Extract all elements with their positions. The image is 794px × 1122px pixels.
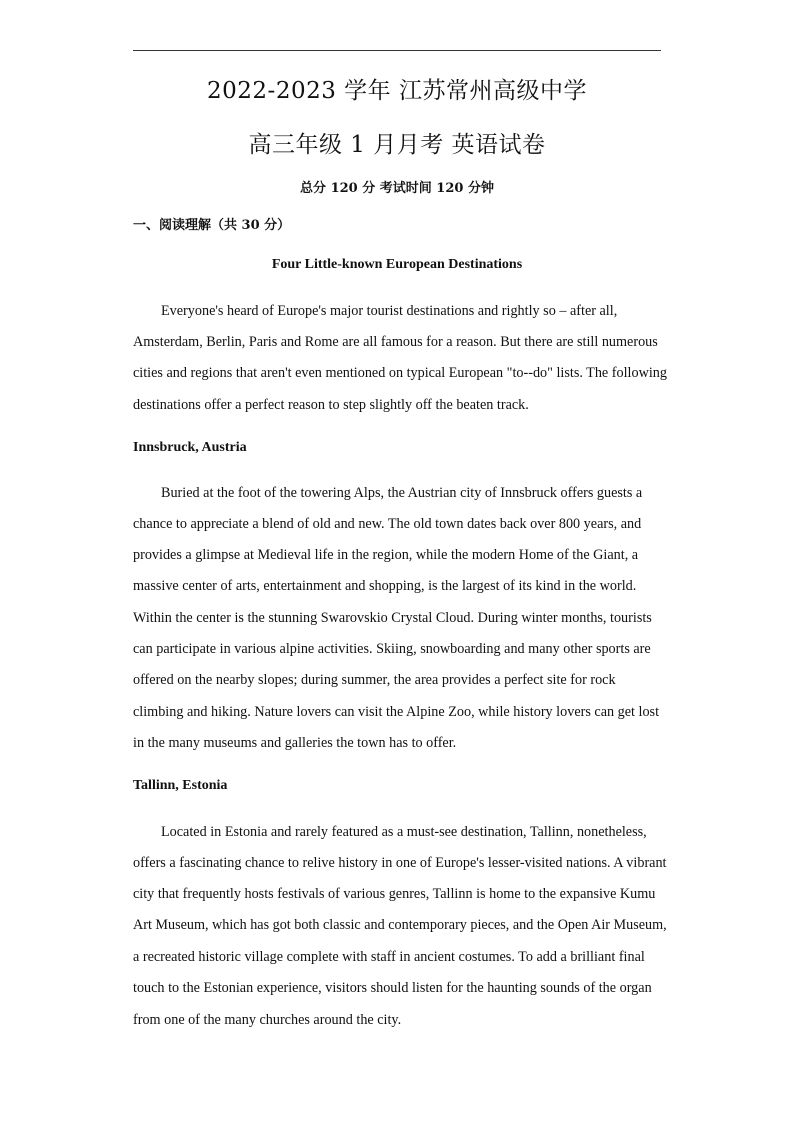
innsbruck-line: massive center of arts, entertainment and shopping, is the largest of its kind in the world. <box>133 578 637 594</box>
innsbruck-line: can participate in various alpine activities. Skiing, snowboarding and many other sports are <box>133 641 651 657</box>
intro-line: destinations offer a perfect reason to step slightly off the beaten track. <box>133 397 529 413</box>
innsbruck-line: in the many museums and galleries the town has to offer. <box>133 735 457 751</box>
exam-title-line-1: 2022-2023 学年 江苏常州高级中学 <box>207 78 587 104</box>
destination-heading-tallinn: Tallinn, Estonia <box>133 778 228 793</box>
tallinn-line: from one of the many churches around the city. <box>133 1012 402 1028</box>
intro-line: cities and regions that aren't even mentioned on typical European "to--do" lists. The following <box>133 365 667 381</box>
innsbruck-line: offered on the nearby slopes; during summer, the area provides a perfect site for rock <box>133 672 616 688</box>
tallinn-line: touch to the Estonian experience, visitors should listen for the haunting sounds of the organ <box>133 980 652 996</box>
intro-line: Amsterdam, Berlin, Paris and Rome are all famous for a reason. But there are still numerous <box>133 334 658 350</box>
tallinn-line: a recreated historic village complete with staff in ancient costumes. To add a brilliant final <box>133 949 645 965</box>
tallinn-line: offers a fascinating chance to relive history in one of Europe's lesser-visited nations. A vibrant <box>133 855 667 871</box>
exam-score-and-time: 总分 120 分 考试时间 120 分钟 <box>300 181 494 196</box>
innsbruck-line: Within the center is the stunning Swarovskio Crystal Cloud. During winter months, tourists <box>133 610 652 626</box>
tallinn-line: city that frequently hosts festivals of various genres, Tallinn is home to the expansive Kumu <box>133 886 656 902</box>
header-rule <box>133 50 661 51</box>
intro-line: Everyone's heard of Europe's major tourist destinations and rightly so – after all, <box>161 303 618 319</box>
article-title: Four Little-known European Destinations <box>271 257 523 272</box>
innsbruck-line: Buried at the foot of the towering Alps, the Austrian city of Innsbruck offers guests a <box>161 485 643 501</box>
section-heading-reading: 一、阅读理解（共 30 分） <box>133 218 291 233</box>
innsbruck-line: provides a glimpse at Medieval life in the region, while the modern Home of the Giant, a <box>133 547 639 563</box>
exam-title-line-2: 高三年级 1 月月考 英语试卷 <box>248 132 546 158</box>
destination-heading-innsbruck: Innsbruck, Austria <box>133 440 247 455</box>
innsbruck-line: chance to appreciate a blend of old and new. The old town dates back over 800 years, and <box>133 516 642 532</box>
tallinn-line: Art Museum, which has got both classic and contemporary pieces, and the Open Air Museum, <box>133 917 667 933</box>
innsbruck-line: climbing and hiking. Nature lovers can visit the Alpine Zoo, while history lovers can get lost <box>133 704 660 720</box>
tallinn-line: Located in Estonia and rarely featured as a must-see destination, Tallinn, nonetheless, <box>161 824 647 840</box>
